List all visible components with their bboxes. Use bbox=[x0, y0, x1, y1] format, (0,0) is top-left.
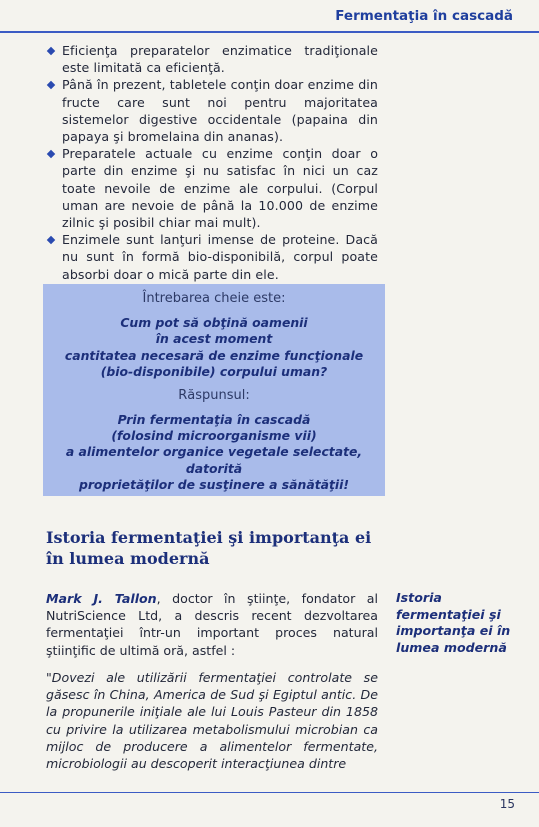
key-question bbox=[43, 315, 385, 381]
running-header: Fermentaţia în cascadă bbox=[335, 8, 513, 24]
intro-text: , doctor în ştiinţe, fondator al NutriScience Ltd, a descris recent dezvoltarea fermentaţiei într-un important proces natural ştiinţific de ultimă oră, astfel : bbox=[46, 591, 379, 658]
bullet-item bbox=[46, 42, 378, 76]
diamond-bullet-icon bbox=[47, 47, 55, 55]
answer-line: proprietăţilor de susţinere a sănătăţii! bbox=[78, 477, 350, 493]
author-name: Mark J. Tallon bbox=[46, 591, 157, 606]
diamond-bullet-icon bbox=[47, 150, 55, 158]
bullet-item bbox=[46, 76, 378, 145]
bullet-text: Preparatele actuale cu enzime conţin doar o parte din enzime şi nu satisfac în nici un caz toate nevoile de enzime ale corpului. (Corpul uman are nevoie de până la 10.000 de enzime zilnic şi posibil chiar mai mult). bbox=[62, 146, 378, 231]
question-line: (bio-disponibile) corpului uman? bbox=[100, 364, 328, 380]
diamond-bullet-icon bbox=[47, 236, 55, 244]
question-line: Cum pot să obţină oamenii bbox=[120, 315, 308, 330]
page-number: 15 bbox=[499, 797, 515, 811]
section-heading: Istoria fermentaţiei şi importanţa ei în lumea modernă bbox=[46, 528, 372, 568]
bullet-item bbox=[46, 231, 378, 283]
key-question-box bbox=[43, 284, 385, 496]
footer-divider bbox=[0, 792, 539, 793]
bullet-text: Până în prezent, tabletele conţin doar enzime din fructe care sunt noi pentru majoritatea sistemelor digestive occidentale (papaina din papaya şi bromelaina din ananas). bbox=[62, 77, 378, 145]
bullet-item bbox=[46, 145, 378, 231]
question-intro: Întrebarea cheie este: bbox=[142, 291, 286, 306]
bullet-list bbox=[46, 42, 378, 283]
question-line: în acest moment bbox=[155, 331, 273, 347]
answer-line: (folosind microorganisme vii) bbox=[111, 428, 317, 444]
intro-paragraph bbox=[46, 590, 378, 659]
answer-line: a alimentelor organice vegetale selectate, bbox=[65, 444, 363, 460]
bullet-text: Eficienţa preparatelor enzimatice tradiţionale este limitată ca eficienţă. bbox=[62, 43, 378, 76]
answer-line: Prin fermentaţia în cascadă bbox=[117, 411, 311, 427]
answer-line: datorită bbox=[185, 460, 243, 476]
quote-paragraph: "Dovezi ale utilizării fermentaţiei controlate se găsesc în China, America de Sud şi Egiptul antic. De la propunerile iniţiale ale lui Louis Pasteur din 1858 cu privire la utilizarea metabolismului microbian ca mijloc de producere a alimentelor fermentate, microbiologii au descoperit interacţiunea dintre bbox=[46, 670, 378, 772]
bullet-text: Enzimele sunt lanţuri imense de proteine. Dacă nu sunt în formă bio-disponibilă, corpul poate absorbi doar o mică parte din ele. bbox=[62, 232, 378, 282]
diamond-bullet-icon bbox=[47, 81, 55, 89]
header-divider bbox=[0, 31, 539, 33]
answer-label: Răspunsul: bbox=[178, 387, 250, 403]
margin-note: Istoria fermentaţiei şi importanţa ei în lumea modernă bbox=[396, 590, 511, 655]
question-line: cantitatea necesară de enzime funcţionale bbox=[64, 347, 364, 363]
key-answer bbox=[43, 412, 385, 494]
